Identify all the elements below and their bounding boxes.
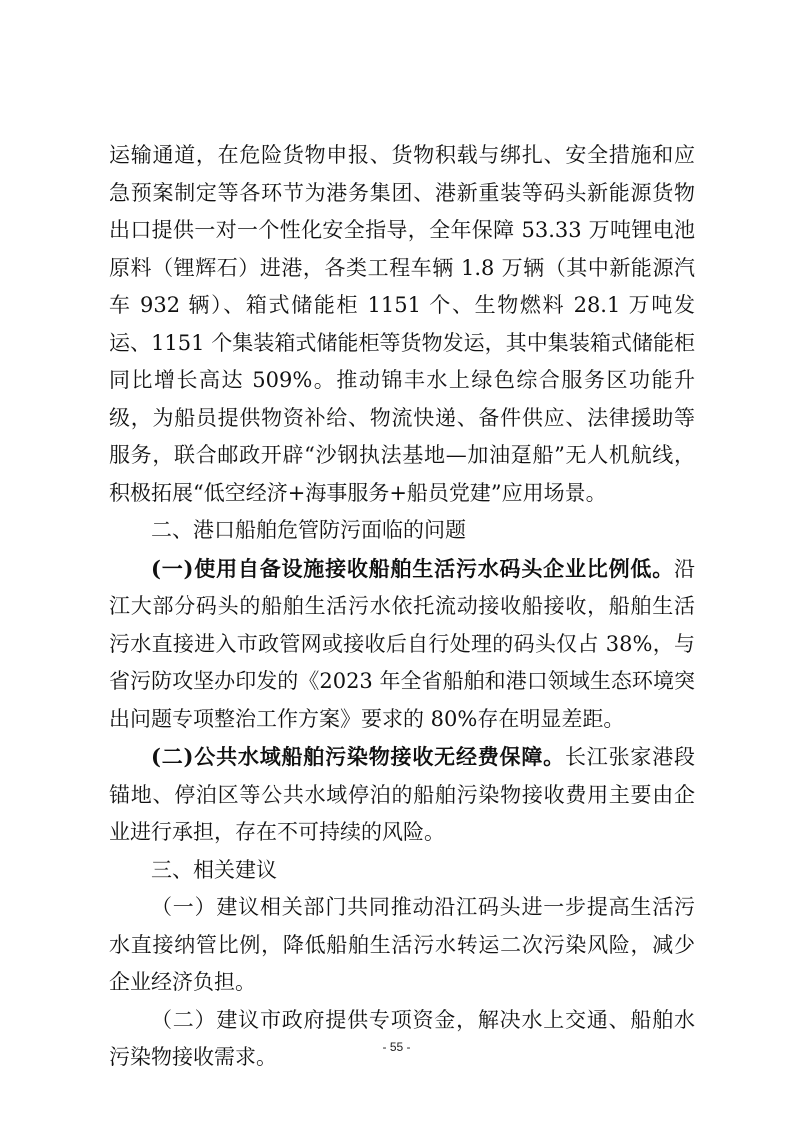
problem-1-text: 沿江大部分码头的船舶生活污水依托流动接收船接收，船舶生活污水直接进入市政管网或接收后自行处理的码头仅占 38%，与省污防攻坚办印发的《2023 年全省船舶和港口领域生态环境突出问题专项整治工作方案》要求的 80%存在明显差距。: [109, 556, 695, 731]
problem-2-title: (二)公共水域船舶污染物接收无经费保障。: [151, 744, 565, 769]
suggestion-paragraph-2: （二）建议市政府提供专项资金，解决水上交通、船舶水污染物接收需求。: [109, 1007, 695, 1069]
page-number: - 55 -: [382, 1040, 411, 1054]
problem-2-text: 长江张家港段锚地、停泊区等公共水域停泊的船舶污染物接收费用主要由企业进行承担，存在不可持续的风险。: [109, 745, 696, 844]
continued-paragraph: 运输通道，在危险货物申报、货物积载与绑扎、安全措施和应急预案制定等各环节为港务集团、港新重装等码头新能源货物出口提供一对一个性化安全指导，全年保障 53.33 万吨锂电池原料（锂辉石）进港，各类工程车辆 1.8 万辆（其中新能源汽车 932 辆）、箱式储能柜 1151 个、生物燃料 28.1 万吨发运、1151 个集装箱式储能柜等货物发运，其中集装箱式储能柜同比增长高达 509%。推动锦丰水上绿色综合服务区功能升级，为船员提供物资补给、物流快递、备件供应、法律援助等服务，联合邮政开辟“沙钢执法基地—加油趸船”无人机航线，积极拓展“低空经济+海事服务+船员党建”应用场景。: [109, 143, 695, 505]
suggestion-paragraph-1: （一）建议相关部门共同推动沿江码头进一步提高生活污水直接纳管比例，降低船舶生活污水转运二次污染风险，减少企业经济负担。: [109, 895, 695, 994]
problem-paragraph-2: [109, 738, 695, 852]
problem-1-title: (一)使用自备设施接收船舶生活污水码头企业比例低。: [151, 555, 674, 581]
problem-paragraph-1: [109, 550, 695, 739]
section-heading-suggestions: 三、相关建议: [151, 857, 277, 882]
section-heading-problems: 二、港口船舶危管防污面临的问题: [151, 518, 466, 542]
document-body: [109, 137, 695, 1077]
